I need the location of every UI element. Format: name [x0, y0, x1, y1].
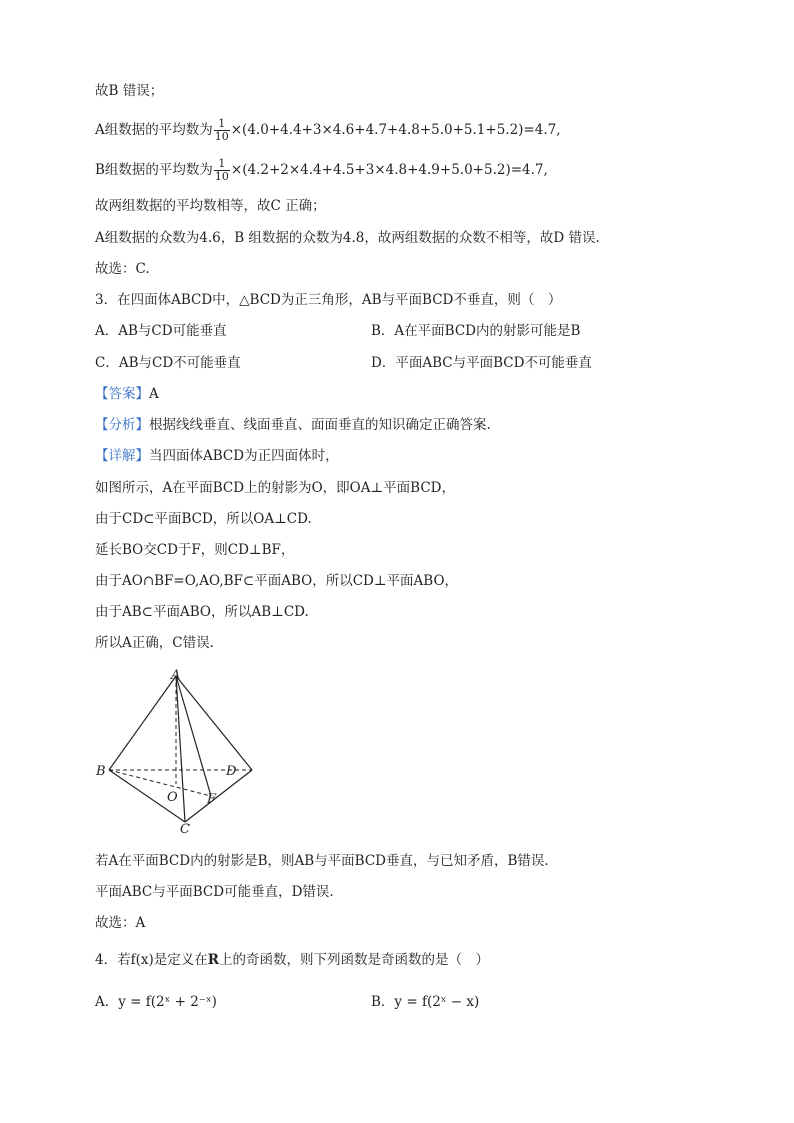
option-a: A．y = f(2ˣ + 2⁻ˣ)	[95, 994, 217, 1010]
edge-af	[176, 676, 211, 796]
label-f: F	[207, 792, 217, 807]
edge-ad	[176, 676, 252, 770]
analysis-line	[95, 415, 491, 435]
text-line: 所以A正确，C错误.	[95, 635, 214, 651]
question-4-prefix: 4．若f(x)是定义在	[95, 952, 208, 968]
question-3: 3．在四面体ABCD中，△BCD为正三角形，AB与平面BCD不垂直，则（ ）	[95, 292, 562, 308]
fraction	[214, 118, 230, 143]
detail-tag: 【详解】	[95, 448, 149, 464]
detail-line	[95, 446, 339, 466]
segment-bf	[109, 770, 211, 796]
option-b: B．y = f(2ˣ − x)	[371, 994, 480, 1010]
analysis-tag: 【分析】	[95, 417, 149, 433]
equation-prefix: A组数据的平均数为	[95, 122, 213, 138]
text-line: 故选：C.	[95, 261, 150, 277]
label-c: C	[180, 822, 190, 837]
text-line: 故B 错误；	[95, 83, 164, 99]
option-d: D．平面ABC与平面BCD不可能垂直	[371, 355, 592, 371]
fraction-denominator: 10	[214, 170, 229, 183]
answer-tag: 【答案】	[95, 386, 149, 402]
equation-body: ×(4.2+2×4.4+4.5+3×4.8+4.9+5.0+5.2)=4.7,	[230, 162, 548, 178]
edge-ab	[109, 676, 176, 770]
option-c: C．AB与CD不可能垂直	[95, 355, 241, 371]
text-line: 故两组数据的平均数相等，故C 正确；	[95, 198, 326, 214]
text-line: 由于AO∩BF=O,AO,BF⊂平面ABO，所以CD⊥平面ABO，	[95, 573, 459, 589]
fraction-numerator: 1	[214, 118, 230, 131]
option-b: B．A在平面BCD内的射影可能是B	[371, 323, 581, 339]
text-line: 由于AB⊂平面ABO，所以AB⊥CD.	[95, 604, 309, 620]
equation-body: ×(4.0+4.4+3×4.6+4.7+4.8+5.0+5.1+5.2)=4.7,	[230, 122, 561, 138]
fraction-denominator: 10	[214, 130, 229, 143]
text-line: 延长BO交CD于F，则CD⊥BF，	[95, 542, 295, 558]
text-line: 平面ABC与平面BCD可能垂直，D错误.	[95, 884, 334, 900]
analysis-text: 根据线线垂直、线面垂直、面面垂直的知识确定正确答案.	[149, 417, 491, 433]
label-b: B	[96, 764, 106, 779]
answer-line	[95, 384, 159, 404]
label-o: O	[167, 790, 178, 805]
fraction-numerator: 1	[214, 158, 230, 171]
equation-prefix: B组数据的平均数为	[95, 162, 213, 178]
edge-cd	[185, 770, 252, 822]
answer-value: A	[149, 386, 159, 402]
option-a: A．AB与CD可能垂直	[95, 323, 227, 339]
text-line: 故选：A	[95, 915, 146, 931]
text-line: A组数据的众数为4.6，B 组数据的众数为4.8，故两组数据的众数不相等，故D 错误.	[95, 230, 600, 246]
real-numbers-symbol: R	[207, 952, 219, 968]
fraction	[214, 158, 230, 183]
question-4	[95, 950, 489, 970]
text-line: 如图所示，A在平面BCD上的射影为O，即OA⊥平面BCD，	[95, 480, 455, 496]
label-a: A	[171, 668, 181, 683]
detail-text: 当四面体ABCD为正四面体时，	[149, 448, 339, 464]
label-d: D	[226, 764, 237, 779]
question-4-suffix: 上的奇函数，则下列函数是奇函数的是（ ）	[218, 952, 489, 968]
text-line: 由于CD⊂平面BCD，所以OA⊥CD.	[95, 511, 312, 527]
equation-line-a	[95, 118, 561, 143]
equation-line-b	[95, 158, 548, 183]
text-line: 若A在平面BCD内的射影是B，则AB与平面BCD垂直，与已知矛盾，B错误.	[95, 853, 549, 869]
tetrahedron-figure	[92, 664, 272, 844]
